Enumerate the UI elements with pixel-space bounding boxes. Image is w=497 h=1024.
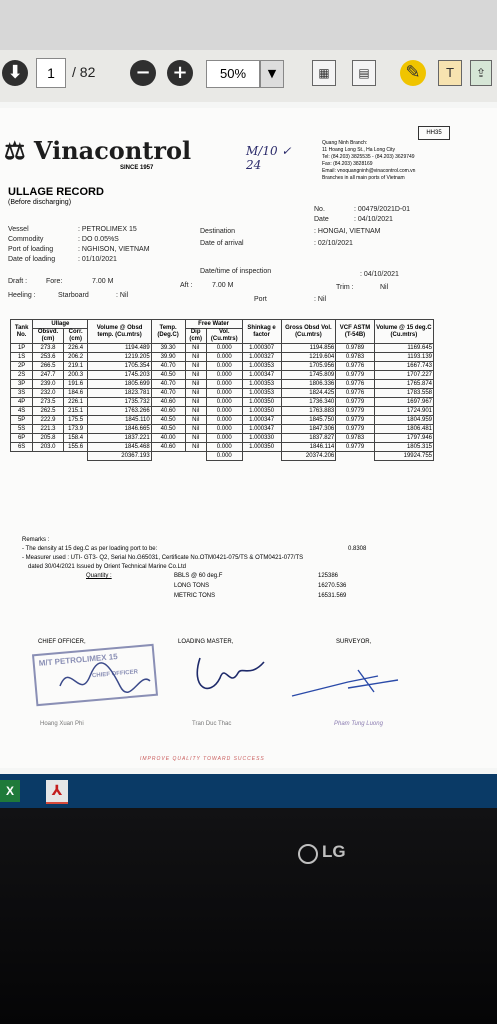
remark-meter: - Measurer used : UTI- GT3- Q2, Serial No.G65031, Certificate No.OTM0421-075/TS & OTM0421-077/TS [22, 555, 304, 561]
table-cell: 203.0 [33, 443, 64, 452]
table-cell: Nil [185, 371, 206, 380]
table-cell: 173.9 [63, 425, 88, 434]
chief-officer-signature [50, 656, 160, 704]
aft-value: 7.00 M [212, 282, 234, 289]
table-cell: 1193.139 [374, 353, 433, 362]
table-cell: 1.000350 [242, 407, 281, 416]
vessel-value: : PETROLIMEX 15 [78, 226, 137, 233]
table-cell: 40.60 [151, 407, 185, 416]
table-cell: 40.60 [151, 398, 185, 407]
table-row [11, 353, 434, 362]
heeling-label: Heeling : [8, 292, 36, 299]
table-cell: 226.4 [63, 344, 88, 353]
table-cell: 40.00 [151, 434, 185, 443]
inspection-label: Date/time of inspection [200, 268, 272, 275]
no-label: No. [314, 206, 325, 213]
table-cell: 6S [11, 443, 33, 452]
draft-label: Draft : [8, 278, 28, 285]
table-cell: 4P [11, 398, 33, 407]
date-of-loading-label: Date of loading [8, 256, 56, 263]
table-cell: 247.7 [33, 371, 64, 380]
table-cell: 40.50 [151, 416, 185, 425]
table-cell: 1824.425 [281, 389, 336, 398]
scales-icon: ⚖ [4, 136, 26, 165]
table-cell: 1.000347 [242, 371, 281, 380]
table-cell: 1837.827 [281, 434, 336, 443]
branch-address [322, 140, 415, 182]
table-cell: 222.9 [33, 416, 64, 425]
table-cell: 1845.468 [88, 443, 151, 452]
table-cell: 40.70 [151, 362, 185, 371]
col-dip: Dip (cm) [185, 329, 206, 344]
fit-page-icon[interactable]: ▦ [312, 60, 336, 86]
totals-spacer [11, 452, 88, 461]
date-value: : 04/10/2021 [354, 216, 393, 223]
loading-master-signature [180, 648, 276, 704]
table-cell: 1P [11, 344, 33, 353]
table-cell: 175.5 [63, 416, 88, 425]
col-corrected: Corr. (cm) [63, 329, 88, 344]
company-logo [4, 136, 191, 165]
col-shrinkage: Shinkag e factor [242, 320, 281, 344]
no-value: : 00479/2021D-01 [354, 206, 411, 213]
table-cell: 6P [11, 434, 33, 443]
col-observed: Obsvd. (cm) [33, 329, 64, 344]
table-cell: 1667.743 [374, 362, 433, 371]
zoom-level-field[interactable]: 50% [206, 60, 260, 88]
table-cell: 262.5 [33, 407, 64, 416]
zoom-dropdown-icon[interactable]: ▼ [260, 60, 284, 88]
commodity-value: : DO 0.05%S [78, 236, 119, 243]
table-cell: 1745.809 [281, 371, 336, 380]
branch-line: 11 Hoang Long St., Ha Long City [322, 147, 396, 153]
table-cell: 0.9779 [336, 443, 374, 452]
lg-logo-icon [298, 844, 318, 864]
table-cell: 39.30 [151, 344, 185, 353]
table-cell: 155.6 [63, 443, 88, 452]
monitor-bezel [0, 808, 497, 1024]
trim-label: Trim : [336, 284, 354, 291]
table-cell: 1805.699 [88, 380, 151, 389]
table-cell: 1.000330 [242, 434, 281, 443]
table-cell: 200.3 [63, 371, 88, 380]
destination-value: : HONGAI, VIETNAM [314, 228, 381, 235]
heeling-value: : Nil [116, 292, 129, 299]
loading-master-label: LOADING MASTER, [178, 639, 234, 645]
table-cell: 1806.481 [374, 425, 433, 434]
col-volume-obs: Volume @ Obsd temp. (Cu.mtrs) [88, 320, 151, 344]
metric-tons-value: 16531.569 [318, 593, 347, 599]
table-cell: 1806.336 [281, 380, 336, 389]
page-subtitle: (Before discharging) [8, 199, 72, 206]
destination-label: Destination [200, 228, 236, 235]
table-cell: 1763.266 [88, 407, 151, 416]
acrobat-taskbar-icon[interactable]: ⅄ [46, 780, 68, 804]
table-cell: 0.9779 [336, 407, 374, 416]
total-gross: 20374.206 [281, 452, 336, 461]
table-row [11, 371, 434, 380]
totals-row [11, 452, 434, 461]
table-cell: 1194.856 [281, 344, 336, 353]
table-cell: 3S [11, 389, 33, 398]
table-cell: 0.9779 [336, 398, 374, 407]
taskbar [0, 774, 497, 808]
table-row [11, 416, 434, 425]
ullage-table [10, 319, 434, 461]
table-cell: 0.9783 [336, 434, 374, 443]
table-cell: 221.3 [33, 425, 64, 434]
monitor-brand: LG [322, 842, 346, 861]
col-temp: Temp. (Deg.C) [151, 320, 185, 344]
table-cell: 1.000327 [242, 353, 281, 362]
heeling-side: Starboard [58, 292, 89, 299]
table-cell: 0.000 [206, 434, 242, 443]
table-cell: 3P [11, 380, 33, 389]
window-top-strip [0, 0, 497, 51]
inspection-value: : 04/10/2021 [360, 271, 399, 278]
long-tons-label: LONG TONS [174, 583, 210, 589]
col-water-vol: Vol. (Cu.mtrs) [206, 329, 242, 344]
surveyor-label: SURVEYOR, [336, 639, 372, 645]
commodity-label: Commodity [8, 236, 44, 243]
table-cell: 1823.781 [88, 389, 151, 398]
table-cell: 39.90 [151, 353, 185, 362]
table-cell: 1219.205 [88, 353, 151, 362]
total-volume-obs: 20367.193 [88, 452, 151, 461]
table-cell: 5S [11, 425, 33, 434]
table-cell: 1783.558 [374, 389, 433, 398]
table-cell: 158.4 [63, 434, 88, 443]
table-cell: 232.0 [33, 389, 64, 398]
branch-line: Fax: (84.203) 3828169 [322, 161, 373, 167]
table-cell: 184.6 [63, 389, 88, 398]
next-page-icon[interactable]: ⬇ [2, 60, 28, 86]
table-cell: 253.6 [33, 353, 64, 362]
table-cell: 226.1 [63, 398, 88, 407]
table-cell: Nil [185, 434, 206, 443]
chief-officer-label: CHIEF OFFICER, [38, 639, 86, 645]
table-cell: 0.9776 [336, 389, 374, 398]
table-cell: 1763.883 [281, 407, 336, 416]
table-cell: Nil [185, 344, 206, 353]
branch-line: Email: vnoquangninh@vinacontrol.com.vn [322, 168, 416, 174]
table-cell: 191.6 [63, 380, 88, 389]
table-cell: 1.000353 [242, 389, 281, 398]
fore-value: 7.00 M [92, 278, 114, 285]
highlight-icon[interactable]: T [438, 60, 462, 86]
col-volume-15: Volume @ 15 deg.C (Cu.mtrs) [374, 320, 433, 344]
loading-master-name: Tran Duc Thac [192, 721, 232, 727]
table-cell: 215.1 [63, 407, 88, 416]
table-cell: 0.9779 [336, 416, 374, 425]
total-volume-15: 19924.755 [374, 452, 433, 461]
table-cell: 0.000 [206, 398, 242, 407]
table-cell: 206.2 [63, 353, 88, 362]
surveyor-name: Pham Tung Luong [334, 721, 383, 727]
pdf-toolbar [0, 50, 497, 103]
port-label: Port [254, 296, 267, 303]
trim-value: Nil [380, 284, 389, 291]
table-row [11, 407, 434, 416]
totals-spacer [151, 452, 206, 461]
branch-line: Quang Ninh Branch: [322, 140, 368, 146]
table-cell: 273.8 [33, 344, 64, 353]
table-cell: 40.50 [151, 425, 185, 434]
total-water: 0.000 [206, 452, 242, 461]
table-cell: 0.9783 [336, 353, 374, 362]
aft-label: Aft : [180, 282, 193, 289]
table-row [11, 425, 434, 434]
table-cell: 1707.227 [374, 371, 433, 380]
totals-spacer [336, 452, 374, 461]
table-cell: 1846.665 [88, 425, 151, 434]
table-cell: 1846.114 [281, 443, 336, 452]
table-cell: 1.000353 [242, 380, 281, 389]
vessel-label: Vessel [8, 226, 29, 233]
table-cell: 0.000 [206, 443, 242, 452]
branch-line: Tel: (84.203) 3825535 - (84.203) 3629749 [322, 154, 415, 160]
remarks-block [22, 536, 367, 608]
table-cell: 1S [11, 353, 33, 362]
remark-density-text: - The density at 15 deg.C as per loading port to be: [22, 546, 158, 552]
table-cell: 2P [11, 362, 33, 371]
table-cell: 1765.874 [374, 380, 433, 389]
excel-taskbar-icon[interactable]: X [0, 780, 20, 802]
table-cell: Nil [185, 443, 206, 452]
date-of-loading-value: : 01/10/2021 [78, 256, 117, 263]
table-cell: 0.000 [206, 371, 242, 380]
port-of-loading-value: : NGHISON, VIETNAM [78, 246, 150, 253]
arrival-value: : 02/10/2021 [314, 240, 353, 247]
table-cell: 2S [11, 371, 33, 380]
col-group-free-water: Free Water [185, 320, 242, 329]
table-cell: 1804.959 [374, 416, 433, 425]
table-cell: 0.9779 [336, 425, 374, 434]
table-cell: 239.0 [33, 380, 64, 389]
bbls-label: BBLS @ 60 deg.F [174, 573, 223, 579]
table-cell: 1.000307 [242, 344, 281, 353]
table-cell: 1847.306 [281, 425, 336, 434]
brand-name: Vinacontrol [33, 136, 192, 165]
col-gross: Gross Obsd Vol. (Cu.mtrs) [281, 320, 336, 344]
table-cell: 1837.221 [88, 434, 151, 443]
zoom-out-icon[interactable]: − [130, 60, 156, 86]
table-cell: 0.000 [206, 425, 242, 434]
table-cell: 40.70 [151, 389, 185, 398]
scroll-mode-icon[interactable]: ▤ [352, 60, 376, 86]
fore-label: Fore: [46, 278, 63, 285]
remark-density-value: 0.8308 [348, 546, 367, 552]
quantity-label: Quantity : [86, 573, 112, 579]
table-cell: 5P [11, 416, 33, 425]
table-row [11, 434, 434, 443]
zoom-in-icon[interactable]: + [167, 60, 193, 86]
table-cell: 0.9776 [336, 362, 374, 371]
table-cell: 0.000 [206, 389, 242, 398]
table-cell: 1169.645 [374, 344, 433, 353]
port-of-loading-label: Port of loading [8, 246, 54, 253]
table-cell: Nil [185, 398, 206, 407]
table-row [11, 389, 434, 398]
comment-icon[interactable]: ✎ [400, 60, 426, 86]
table-cell: 1736.340 [281, 398, 336, 407]
table-cell: 273.5 [33, 398, 64, 407]
table-cell: 0.000 [206, 416, 242, 425]
document-ref: HH35 [418, 126, 450, 140]
table-cell: Nil [185, 407, 206, 416]
table-cell: 1805.315 [374, 443, 433, 452]
table-row [11, 344, 434, 353]
table-cell: 1.000347 [242, 416, 281, 425]
table-row [11, 398, 434, 407]
branch-line: Branches in all main ports of Vietnam [322, 175, 405, 181]
port-value: : Nil [314, 296, 327, 303]
date-label: Date [314, 216, 329, 223]
table-row [11, 443, 434, 452]
table-cell: 1.000353 [242, 362, 281, 371]
table-cell: 1724.901 [374, 407, 433, 416]
table-cell: Nil [185, 380, 206, 389]
table-cell: 1.000350 [242, 398, 281, 407]
document-viewport[interactable] [0, 102, 497, 774]
table-group-header [11, 320, 434, 329]
bbls-value: 125386 [318, 573, 339, 579]
ullage-record-page [0, 108, 497, 768]
page-count: / 82 [72, 64, 96, 80]
table-cell: 1194.489 [88, 344, 151, 353]
table-cell: 1.000350 [242, 443, 281, 452]
table-cell: 1705.354 [88, 362, 151, 371]
remark-density [22, 545, 367, 554]
table-cell: 0.000 [206, 380, 242, 389]
surveyor-signature [288, 668, 408, 704]
table-cell: 219.1 [63, 362, 88, 371]
table-cell: 1745.203 [88, 371, 151, 380]
table-cell: Nil [185, 425, 206, 434]
table-cell: 1705.956 [281, 362, 336, 371]
table-row [11, 380, 434, 389]
page-number-input[interactable]: 1 [36, 58, 66, 88]
table-cell: Nil [185, 416, 206, 425]
remark-meter-2: dated 30/04/2021 Issued by Orient Technical Marine Co.Ltd [28, 564, 186, 570]
footer-motto: IMPROVE QUALITY TOWARD SUCCESS [140, 756, 265, 762]
table-cell: 1.000347 [242, 425, 281, 434]
table-cell: 1735.732 [88, 398, 151, 407]
table-cell: 0.000 [206, 353, 242, 362]
table-cell: 4S [11, 407, 33, 416]
stamp-title: M/T PETROLIMEX 15 [38, 651, 118, 668]
table-cell: 0.9779 [336, 371, 374, 380]
table-cell: 1845.110 [88, 416, 151, 425]
table-cell: Nil [185, 353, 206, 362]
table-row [11, 362, 434, 371]
totals-spacer [242, 452, 281, 461]
metric-tons-label: METRIC TONS [174, 593, 216, 599]
page-title: ULLAGE RECORD [8, 186, 104, 198]
table-cell: 1697.967 [374, 398, 433, 407]
table-cell: 1845.750 [281, 416, 336, 425]
table-cell: 1797.946 [374, 434, 433, 443]
table-cell: 0.000 [206, 362, 242, 371]
table-cell: 40.50 [151, 371, 185, 380]
table-cell: Nil [185, 362, 206, 371]
arrival-label: Date of arrival [200, 240, 244, 247]
quantity-block [22, 572, 347, 608]
handwritten-note: M/10 ✓ 24 [246, 144, 292, 172]
share-icon[interactable]: ⇪ [470, 60, 492, 86]
chief-officer-name: Hoang Xuan Phi [40, 721, 84, 727]
col-group-ullage: Ullage [33, 320, 88, 329]
table-cell: Nil [185, 389, 206, 398]
stamp-subtitle: CHIEF OFFICER [91, 669, 139, 680]
col-tank-no: Tank No. [11, 320, 33, 344]
remarks-title: Remarks : [22, 537, 50, 543]
table-cell: 1219.604 [281, 353, 336, 362]
table-cell: 0.9776 [336, 380, 374, 389]
table-cell: 0.9789 [336, 344, 374, 353]
table-cell: 205.8 [33, 434, 64, 443]
long-tons-value: 16270.536 [318, 583, 347, 589]
table-cell: 40.60 [151, 443, 185, 452]
brand-since: SINCE 1957 [120, 165, 154, 171]
table-cell: 40.70 [151, 380, 185, 389]
table-cell: 0.000 [206, 344, 242, 353]
col-vcf: VCF ASTM (T-54B) [336, 320, 374, 344]
table-cell: 266.5 [33, 362, 64, 371]
table-cell: 0.000 [206, 407, 242, 416]
